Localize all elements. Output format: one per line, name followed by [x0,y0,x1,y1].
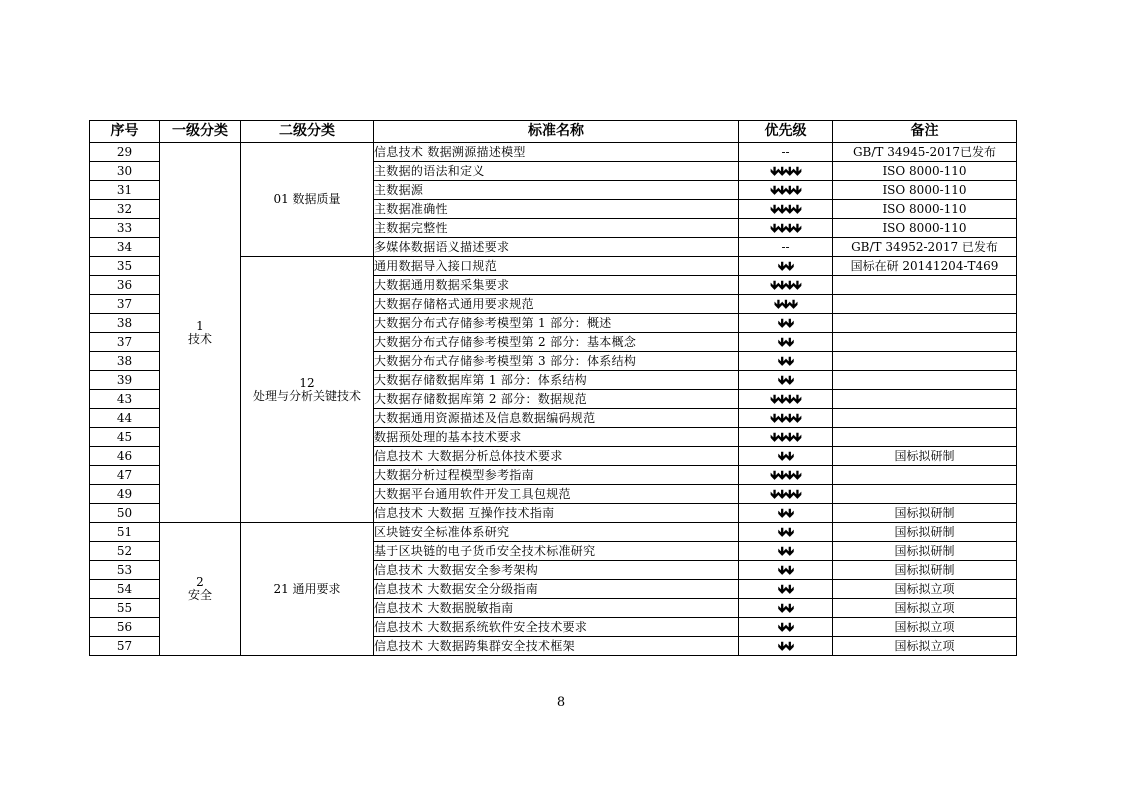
row-remark [833,485,1017,504]
row-no: 35 [90,257,160,276]
table-row [90,523,1017,542]
row-remark: 国标拟研制 [833,561,1017,580]
row-name: 多媒体数据语义描述要求 [374,238,739,257]
row-remark: ISO 8000-110 [833,219,1017,238]
row-name: 大数据分布式存储参考模型第 2 部分：基本概念 [374,333,739,352]
row-priority: 🡻🡻 [739,599,833,618]
row-name: 大数据分布式存储参考模型第 3 部分：体系结构 [374,352,739,371]
row-remark [833,352,1017,371]
page-number: 8 [556,695,566,710]
row-no: 36 [90,276,160,295]
row-name: 区块链安全标准体系研究 [374,523,739,542]
row-remark: 国标拟研制 [833,447,1017,466]
row-priority: 🡻🡻 [739,523,833,542]
row-name: 基于区块链的电子货币安全技术标准研究 [374,542,739,561]
row-priority: 🡻🡻 [739,504,833,523]
row-no: 37 [90,333,160,352]
row-priority: 🡻🡻🡻🡻 [739,485,833,504]
row-priority: 🡻🡻 [739,371,833,390]
row-no: 44 [90,409,160,428]
row-priority: 🡻🡻 [739,447,833,466]
header-priority: 优先级 [739,121,833,143]
row-name: 主数据完整性 [374,219,739,238]
row-no: 43 [90,390,160,409]
row-priority: 🡻🡻 [739,314,833,333]
row-name: 信息技术 数据溯源描述模型 [374,143,739,162]
header-no: 序号 [90,121,160,143]
level1-security-label: 安全 [187,588,212,602]
row-name: 主数据准确性 [374,200,739,219]
row-name: 信息技术 大数据系统软件安全技术要求 [374,618,739,637]
row-priority: 🡻🡻 [739,352,833,371]
row-priority: 🡻🡻🡻🡻 [739,466,833,485]
row-priority: 🡻🡻 [739,542,833,561]
row-priority: -- [739,143,833,162]
level2-processing-label: 处理与分析关键技术 [252,388,361,403]
row-no: 32 [90,200,160,219]
row-remark: GB/T 34952-2017 已发布 [833,238,1017,257]
row-name: 大数据平台通用软件开发工具包规范 [374,485,739,504]
row-remark: ISO 8000-110 [833,200,1017,219]
row-priority: 🡻🡻🡻🡻 [739,181,833,200]
table-header-row [90,121,1017,143]
row-name: 大数据分析过程模型参考指南 [374,466,739,485]
row-priority: 🡻🡻 [739,618,833,637]
row-remark [833,466,1017,485]
row-remark [833,295,1017,314]
row-priority: 🡻🡻🡻🡻 [739,409,833,428]
row-remark: 国标拟立项 [833,599,1017,618]
row-remark [833,276,1017,295]
standards-table [89,120,1017,656]
row-remark [833,371,1017,390]
table-row [90,143,1017,162]
row-no: 38 [90,314,160,333]
row-priority: 🡻🡻🡻🡻 [739,200,833,219]
row-no: 39 [90,371,160,390]
level1-tech [160,143,241,523]
row-no: 46 [90,447,160,466]
row-remark: 国标拟研制 [833,542,1017,561]
row-name: 数据预处理的基本技术要求 [374,428,739,447]
row-no: 31 [90,181,160,200]
row-name: 大数据存储数据库第 2 部分：数据规范 [374,390,739,409]
row-name: 信息技术 大数据安全参考架构 [374,561,739,580]
row-name: 大数据分布式存储参考模型第 1 部分：概述 [374,314,739,333]
level1-security [160,523,241,656]
row-no: 50 [90,504,160,523]
row-remark: 国标拟研制 [833,523,1017,542]
row-remark: 国标拟立项 [833,618,1017,637]
row-remark [833,333,1017,352]
row-no: 51 [90,523,160,542]
row-priority: 🡻🡻🡻🡻 [739,162,833,181]
row-priority: 🡻🡻 [739,561,833,580]
row-remark: 国标在研 20141204-T469 [833,257,1017,276]
row-no: 45 [90,428,160,447]
header-name: 标准名称 [374,121,739,143]
header-level2: 二级分类 [241,121,374,143]
row-no: 49 [90,485,160,504]
row-no: 29 [90,143,160,162]
row-remark: 国标拟立项 [833,637,1017,656]
row-remark [833,428,1017,447]
row-priority: 🡻🡻 [739,637,833,656]
row-no: 47 [90,466,160,485]
row-no: 53 [90,561,160,580]
row-name: 信息技术 大数据分析总体技术要求 [374,447,739,466]
row-name: 信息技术 大数据跨集群安全技术框架 [374,637,739,656]
level2-processing-num: 12 [299,375,315,390]
row-no: 52 [90,542,160,561]
row-no: 38 [90,352,160,371]
row-no: 37 [90,295,160,314]
row-no: 55 [90,599,160,618]
header-remark: 备注 [833,121,1017,143]
row-no: 57 [90,637,160,656]
row-remark: GB/T 34945-2017已发布 [833,143,1017,162]
row-priority: 🡻🡻 [739,333,833,352]
level2-quality: 01 数据质量 [241,143,374,257]
row-name: 大数据存储格式通用要求规范 [374,295,739,314]
level1-tech-num: 1 [196,318,204,333]
row-no: 33 [90,219,160,238]
row-priority: 🡻🡻🡻🡻 [739,219,833,238]
row-priority: 🡻🡻 [739,257,833,276]
level1-tech-label: 技术 [187,331,212,346]
row-remark: ISO 8000-110 [833,162,1017,181]
row-priority: 🡻🡻 [739,580,833,599]
row-name: 信息技术 大数据 互操作技术指南 [374,504,739,523]
level2-processing [241,257,374,523]
row-remark: 国标拟研制 [833,504,1017,523]
row-no: 54 [90,580,160,599]
row-remark [833,409,1017,428]
row-remark: 国标拟立项 [833,580,1017,599]
level1-security-num: 2 [196,575,204,589]
row-priority: 🡻🡻🡻🡻 [739,390,833,409]
row-name: 信息技术 大数据安全分级指南 [374,580,739,599]
row-priority: 🡻🡻🡻🡻 [739,276,833,295]
row-remark [833,390,1017,409]
row-no: 56 [90,618,160,637]
level2-general: 21 通用要求 [241,523,374,656]
row-priority: 🡻🡻🡻 [739,295,833,314]
row-name: 主数据的语法和定义 [374,162,739,181]
row-name: 大数据通用资源描述及信息数据编码规范 [374,409,739,428]
row-name: 大数据存储数据库第 1 部分：体系结构 [374,371,739,390]
row-name: 通用数据导入接口规范 [374,257,739,276]
header-level1: 一级分类 [160,121,241,143]
row-remark: ISO 8000-110 [833,181,1017,200]
row-no: 30 [90,162,160,181]
row-name: 信息技术 大数据脱敏指南 [374,599,739,618]
row-remark [833,314,1017,333]
row-name: 主数据源 [374,181,739,200]
row-priority: 🡻🡻🡻🡻 [739,428,833,447]
row-priority: -- [739,238,833,257]
row-no: 34 [90,238,160,257]
row-name: 大数据通用数据采集要求 [374,276,739,295]
